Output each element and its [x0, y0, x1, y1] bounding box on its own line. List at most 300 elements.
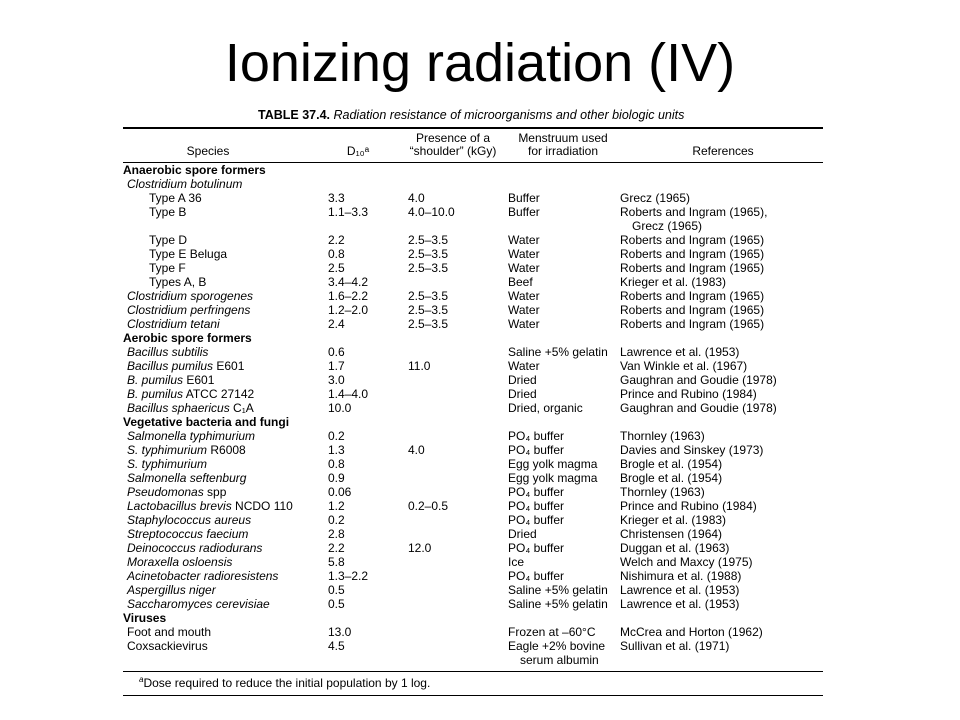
menstruum-cell: [508, 555, 620, 569]
menstruum-value: Buffer: [508, 191, 540, 205]
reference-value: Gaughran and Goudie (1978): [620, 401, 777, 415]
reference-cell: [620, 177, 823, 191]
table-row: [123, 387, 823, 401]
species-cell: [123, 583, 328, 597]
menstruum-value: Water: [508, 289, 540, 303]
d10-value: 2.8: [328, 527, 345, 541]
d10-cell: [328, 373, 408, 387]
reference-value: Thornley (1963): [620, 485, 705, 499]
species-name: Salmonella typhimurium: [127, 429, 256, 443]
reference-cell: [620, 597, 823, 611]
table-row: [123, 261, 823, 275]
species-cell: [123, 205, 328, 233]
table-row: [123, 471, 823, 485]
species-name: Clostridium sporogenes: [127, 289, 254, 303]
menstruum-value: Saline +5% gelatin: [508, 345, 608, 359]
menstruum-cell: [508, 373, 620, 387]
d10-value: 2.5: [328, 261, 345, 275]
menstruum-cell: [508, 233, 620, 247]
footnote-text: Dose required to reduce the initial population by 1 log.: [143, 676, 431, 690]
reference-value: Christensen (1964): [620, 527, 723, 541]
d10-cell: [328, 401, 408, 415]
d10-cell: [328, 303, 408, 317]
reference-value: Krieger et al. (1983): [620, 513, 727, 527]
d10-cell: [328, 317, 408, 331]
shoulder-value: 2.5–3.5: [408, 233, 449, 247]
d10-cell: [328, 415, 408, 429]
menstruum-value: Dried: [508, 527, 537, 541]
species-cell: [123, 625, 328, 639]
shoulder-value: 4.0–10.0: [408, 205, 455, 219]
reference-value-continued: Grecz (1965): [632, 219, 703, 233]
shoulder-cell: [408, 345, 508, 359]
menstruum-value: Water: [508, 261, 540, 275]
radiation-resistance-table: [123, 106, 823, 696]
species-name: Clostridium tetani: [127, 317, 220, 331]
d10-value: 1.2: [328, 499, 345, 513]
menstruum-cell: [508, 485, 620, 499]
reference-cell: [620, 639, 823, 667]
strain-label: NCDO 110: [231, 499, 293, 513]
species-cell: [123, 387, 328, 401]
reference-value: Roberts and Ingram (1965),: [620, 205, 768, 219]
species-name: Salmonella seftenburg: [127, 471, 247, 485]
table-row: [123, 303, 823, 317]
shoulder-cell: [408, 583, 508, 597]
reference-value: Roberts and Ingram (1965): [620, 233, 765, 247]
d10-cell: [328, 331, 408, 345]
reference-cell: [620, 191, 823, 205]
menstruum-cell: [508, 247, 620, 261]
strain-label: spp: [203, 485, 227, 499]
reference-cell: [620, 471, 823, 485]
reference-cell: [620, 275, 823, 289]
menstruum-value: Saline +5% gelatin: [508, 597, 608, 611]
species-cell: [123, 513, 328, 527]
d10-cell: [328, 541, 408, 555]
table-caption-text: Radiation resistance of microorganisms and other biologic units: [333, 108, 685, 122]
table-row: [123, 457, 823, 471]
shoulder-value: 2.5–3.5: [408, 303, 449, 317]
menstruum-value: Egg yolk magma: [508, 457, 598, 471]
reference-value: Davies and Sinskey (1973): [620, 443, 764, 457]
menstruum-cell: [508, 513, 620, 527]
menstruum-value: Ice: [508, 555, 525, 569]
shoulder-cell: [408, 611, 508, 625]
shoulder-cell: [408, 415, 508, 429]
species-name: Staphylococcus aureus: [127, 513, 252, 527]
reference-value: Welch and Maxcy (1975): [620, 555, 753, 569]
column-header-menstruum-line1: Menstruum used: [518, 131, 608, 145]
menstruum-cell: [508, 401, 620, 415]
table-row: [123, 275, 823, 289]
species-cell: [123, 541, 328, 555]
d10-value: 5.8: [328, 555, 345, 569]
shoulder-cell: [408, 233, 508, 247]
menstruum-value: Water: [508, 233, 540, 247]
species-cell: [123, 597, 328, 611]
strain-label: R6008: [207, 443, 246, 457]
d10-cell: [328, 191, 408, 205]
species-cell: [123, 191, 328, 205]
d10-value: 3.0: [328, 373, 345, 387]
group-row: [123, 163, 823, 177]
table-row: [123, 485, 823, 499]
d10-value: 2.4: [328, 317, 345, 331]
table-row: [123, 177, 823, 191]
menstruum-cell: [508, 597, 620, 611]
table-row: [123, 499, 823, 513]
table-row: [123, 597, 823, 611]
species-name: Clostridium botulinum: [127, 177, 243, 191]
d10-value: 2.2: [328, 541, 345, 555]
d10-cell: [328, 359, 408, 373]
menstruum-cell: [508, 345, 620, 359]
d10-value: 1.3–2.2: [328, 569, 369, 583]
species-name: B. pumilus: [127, 373, 184, 387]
d10-value: 0.5: [328, 583, 345, 597]
menstruum-cell: [508, 625, 620, 639]
d10-value: 4.5: [328, 639, 345, 653]
shoulder-cell: [408, 555, 508, 569]
d10-cell: [328, 485, 408, 499]
reference-cell: [620, 387, 823, 401]
menstruum-value: Dried: [508, 387, 537, 401]
table-row: [123, 247, 823, 261]
species-name: Bacillus sphaericus: [127, 401, 230, 415]
reference-cell: [620, 247, 823, 261]
menstruum-value: PO₄ buffer: [508, 485, 565, 499]
reference-value: Lawrence et al. (1953): [620, 583, 740, 597]
d10-cell: [328, 499, 408, 513]
species-cell: [123, 373, 328, 387]
species-name: Saccharomyces cerevisiae: [127, 597, 270, 611]
menstruum-cell: [508, 527, 620, 541]
table-row: [123, 429, 823, 443]
species-name: Vegetative bacteria and fungi: [123, 415, 290, 429]
table-row: [123, 345, 823, 359]
reference-value: Lawrence et al. (1953): [620, 345, 740, 359]
strain-label: E601: [213, 359, 245, 373]
species-cell: [123, 499, 328, 513]
d10-cell: [328, 471, 408, 485]
reference-value: Nishimura et al. (1988): [620, 569, 742, 583]
shoulder-value: 11.0: [408, 359, 431, 373]
reference-cell: [620, 331, 823, 345]
d10-value: 1.3: [328, 443, 345, 457]
d10-cell: [328, 289, 408, 303]
species-name: Type E Beluga: [149, 247, 228, 261]
column-header-shoulder-line2: “shoulder” (kGy): [409, 144, 497, 158]
column-header-d10: D₁₀ᵃ: [346, 144, 370, 158]
menstruum-value: PO₄ buffer: [508, 541, 565, 555]
reference-cell: [620, 345, 823, 359]
footnote-rule: [123, 695, 823, 696]
d10-cell: [328, 247, 408, 261]
shoulder-value: 0.2–0.5: [408, 499, 449, 513]
d10-cell: [328, 261, 408, 275]
species-cell: [123, 401, 328, 415]
reference-cell: [620, 527, 823, 541]
slide-title: Ionizing radiation (IV): [224, 33, 736, 93]
table-row: [123, 205, 823, 233]
species-cell: [123, 317, 328, 331]
menstruum-cell: [508, 331, 620, 345]
species-cell: [123, 163, 328, 177]
menstruum-value: Dried, organic: [508, 401, 583, 415]
d10-value: 0.9: [328, 471, 345, 485]
reference-value: Brogle et al. (1954): [620, 471, 723, 485]
reference-cell: [620, 373, 823, 387]
table-row: [123, 527, 823, 541]
menstruum-cell: [508, 205, 620, 233]
table-row: [123, 583, 823, 597]
species-name: S. typhimurium: [127, 457, 208, 471]
shoulder-value: 12.0: [408, 541, 432, 555]
menstruum-value: Buffer: [508, 205, 540, 219]
d10-value: 1.1–3.3: [328, 205, 369, 219]
species-cell: [123, 639, 328, 667]
menstruum-cell: [508, 317, 620, 331]
menstruum-value: PO₄ buffer: [508, 429, 565, 443]
d10-value: 0.06: [328, 485, 352, 499]
shoulder-cell: [408, 331, 508, 345]
reference-cell: [620, 401, 823, 415]
shoulder-cell: [408, 317, 508, 331]
species-name: Lactobacillus brevis: [127, 499, 232, 513]
reference-cell: [620, 569, 823, 583]
d10-value: 10.0: [328, 401, 352, 415]
shoulder-cell: [408, 205, 508, 233]
species-cell: [123, 527, 328, 541]
menstruum-cell: [508, 359, 620, 373]
shoulder-cell: [408, 289, 508, 303]
species-name: Viruses: [123, 611, 167, 625]
menstruum-value: Water: [508, 359, 540, 373]
d10-cell: [328, 611, 408, 625]
group-row: [123, 331, 823, 345]
d10-cell: [328, 513, 408, 527]
table-row: [123, 639, 823, 667]
d10-value: 0.2: [328, 429, 345, 443]
shoulder-cell: [408, 485, 508, 499]
species-name: Deinococcus radiodurans: [127, 541, 263, 555]
d10-value: 0.8: [328, 247, 345, 261]
shoulder-cell: [408, 247, 508, 261]
table-row: [123, 513, 823, 527]
species-cell: [123, 331, 328, 345]
species-cell: [123, 345, 328, 359]
d10-value: 3.3: [328, 191, 345, 205]
d10-value: 2.2: [328, 233, 345, 247]
table-row: [123, 191, 823, 205]
species-name: Types A, B: [149, 275, 207, 289]
reference-cell: [620, 303, 823, 317]
d10-value: 1.4–4.0: [328, 387, 369, 401]
strain-label: ATCC 27142: [183, 387, 255, 401]
shoulder-value: 2.5–3.5: [408, 261, 449, 275]
d10-cell: [328, 205, 408, 233]
reference-value: Roberts and Ingram (1965): [620, 261, 765, 275]
column-header-menstruum-line2: for irradiation: [527, 144, 599, 158]
shoulder-cell: [408, 499, 508, 513]
shoulder-cell: [408, 639, 508, 667]
species-cell: [123, 275, 328, 289]
species-cell: [123, 429, 328, 443]
reference-value: Lawrence et al. (1953): [620, 597, 740, 611]
d10-value: 1.6–2.2: [328, 289, 369, 303]
menstruum-cell: [508, 639, 620, 667]
shoulder-cell: [408, 527, 508, 541]
menstruum-value: Dried: [508, 373, 537, 387]
shoulder-cell: [408, 541, 508, 555]
menstruum-value-continued: serum albumin: [520, 653, 599, 667]
reference-value: McCrea and Horton (1962): [620, 625, 763, 639]
menstruum-cell: [508, 275, 620, 289]
menstruum-value: Beef: [508, 275, 533, 289]
d10-cell: [328, 275, 408, 289]
species-cell: [123, 611, 328, 625]
menstruum-cell: [508, 261, 620, 275]
menstruum-cell: [508, 569, 620, 583]
d10-value: 0.2: [328, 513, 345, 527]
table-row: [123, 569, 823, 583]
group-row: [123, 611, 823, 625]
menstruum-cell: [508, 457, 620, 471]
d10-value: 0.6: [328, 345, 345, 359]
menstruum-cell: [508, 191, 620, 205]
strain-label: E601: [183, 373, 215, 387]
reference-value: Prince and Rubino (1984): [620, 499, 757, 513]
menstruum-value: PO₄ buffer: [508, 499, 565, 513]
reference-value: Duggan et al. (1963): [620, 541, 730, 555]
reference-cell: [620, 289, 823, 303]
table-caption: [123, 106, 823, 124]
d10-cell: [328, 387, 408, 401]
menstruum-cell: [508, 499, 620, 513]
shoulder-value: 2.5–3.5: [408, 317, 449, 331]
shoulder-cell: [408, 359, 508, 373]
table-row: [123, 625, 823, 639]
reference-cell: [620, 457, 823, 471]
shoulder-cell: [408, 429, 508, 443]
shoulder-value: 2.5–3.5: [408, 247, 449, 261]
menstruum-value: Eagle +2% bovine: [508, 639, 606, 653]
reference-cell: [620, 317, 823, 331]
column-header-species: Species: [186, 144, 230, 158]
shoulder-cell: [408, 163, 508, 177]
table-header: [123, 129, 823, 159]
menstruum-cell: [508, 303, 620, 317]
table-row: [123, 317, 823, 331]
strain-label: C₁A: [229, 401, 254, 415]
menstruum-cell: [508, 541, 620, 555]
species-name: Type D: [149, 233, 188, 247]
reference-value: Krieger et al. (1983): [620, 275, 727, 289]
species-name: Streptococcus faecium: [127, 527, 249, 541]
species-name: Bacillus pumilus: [127, 359, 214, 373]
shoulder-cell: [408, 457, 508, 471]
species-name: Pseudomonas: [127, 485, 204, 499]
table-row: [123, 373, 823, 387]
species-cell: [123, 303, 328, 317]
table-row: [123, 359, 823, 373]
menstruum-cell: [508, 163, 620, 177]
species-cell: [123, 555, 328, 569]
reference-value: Thornley (1963): [620, 429, 705, 443]
shoulder-cell: [408, 625, 508, 639]
menstruum-value: Water: [508, 317, 540, 331]
shoulder-cell: [408, 177, 508, 191]
species-cell: [123, 247, 328, 261]
species-cell: [123, 485, 328, 499]
shoulder-value: 2.5–3.5: [408, 289, 449, 303]
menstruum-cell: [508, 289, 620, 303]
reference-cell: [620, 513, 823, 527]
d10-value: 0.5: [328, 597, 345, 611]
species-cell: [123, 359, 328, 373]
table-row: [123, 443, 823, 457]
menstruum-cell: [508, 583, 620, 597]
d10-cell: [328, 527, 408, 541]
menstruum-value: Water: [508, 247, 540, 261]
column-header-shoulder-line1: Presence of a: [415, 131, 491, 145]
shoulder-cell: [408, 275, 508, 289]
species-name: B. pumilus: [127, 387, 184, 401]
reference-cell: [620, 499, 823, 513]
species-name: Moraxella osloensis: [127, 555, 233, 569]
d10-cell: [328, 597, 408, 611]
shoulder-cell: [408, 261, 508, 275]
reference-cell: [620, 205, 823, 233]
shoulder-value: 4.0: [408, 443, 425, 457]
table-row: [123, 401, 823, 415]
species-name: Foot and mouth: [127, 625, 212, 639]
menstruum-cell: [508, 471, 620, 485]
group-row: [123, 415, 823, 429]
reference-cell: [620, 261, 823, 275]
table-body: [123, 163, 823, 667]
d10-value: 0.8: [328, 457, 345, 471]
reference-value: Roberts and Ingram (1965): [620, 289, 765, 303]
table-caption-number: TABLE 37.4.: [258, 108, 331, 122]
reference-cell: [620, 541, 823, 555]
d10-value: 1.7: [328, 359, 345, 373]
d10-cell: [328, 443, 408, 457]
d10-cell: [328, 625, 408, 639]
menstruum-value: Water: [508, 303, 540, 317]
menstruum-cell: [508, 415, 620, 429]
reference-value: Roberts and Ingram (1965): [620, 317, 765, 331]
d10-cell: [328, 233, 408, 247]
d10-value: 13.0: [328, 625, 352, 639]
species-name: Clostridium perfringens: [127, 303, 251, 317]
reference-value: Brogle et al. (1954): [620, 457, 723, 471]
footnote-mark: a: [139, 675, 144, 684]
d10-cell: [328, 429, 408, 443]
reference-cell: [620, 443, 823, 457]
reference-cell: [620, 233, 823, 247]
species-cell: [123, 289, 328, 303]
menstruum-cell: [508, 611, 620, 625]
species-name: Bacillus subtilis: [127, 345, 209, 359]
reference-cell: [620, 611, 823, 625]
reference-value: Roberts and Ingram (1965): [620, 303, 765, 317]
menstruum-value: Saline +5% gelatin: [508, 583, 608, 597]
reference-value: Prince and Rubino (1984): [620, 387, 757, 401]
shoulder-cell: [408, 191, 508, 205]
species-name: Type A 36: [149, 191, 202, 205]
